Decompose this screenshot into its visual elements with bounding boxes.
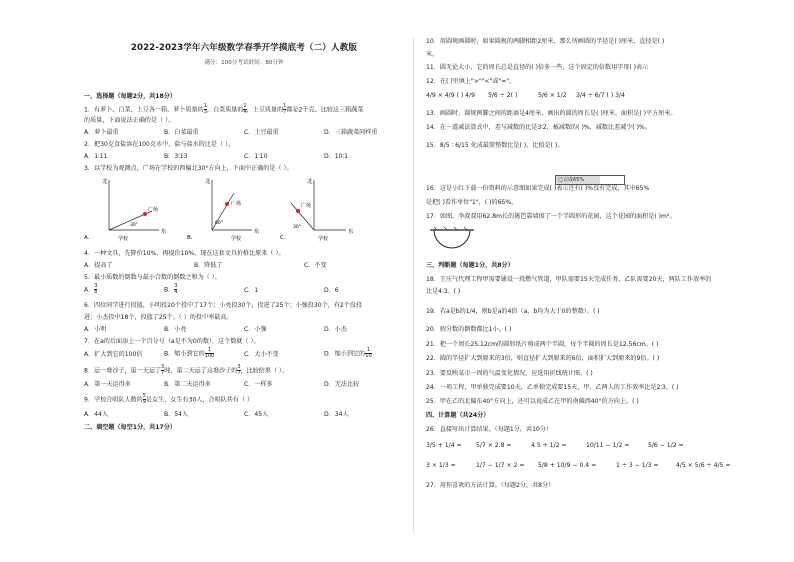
q5-option-a-label: A． [84, 286, 95, 294]
q1-option-b[interactable]: B．白菜最重 [164, 129, 199, 136]
q1-f1-num: 1 [203, 103, 207, 109]
q6-option-a[interactable]: A．小明 [84, 326, 107, 333]
q8-option-a[interactable]: A．第一天运得多 [84, 381, 131, 388]
q3a-north-label: 北 [102, 179, 108, 185]
q17-semicircle-figure [428, 226, 478, 250]
q3b-school-label: 学校 [231, 236, 242, 242]
q2-option-c[interactable]: C．1∶10 [244, 153, 268, 160]
q9-option-a[interactable]: A．44人 [84, 411, 109, 418]
q1-text-c: ，土豆质量的 [246, 106, 284, 114]
q8-option-c[interactable]: C．一样多 [244, 381, 273, 388]
q3-option-c[interactable]: C． [280, 235, 290, 241]
q1-text-d: 都是2千克。比较这三箱蔬菜 [286, 106, 364, 114]
q5-option-c[interactable]: C．1 [244, 287, 259, 294]
q10-text: 10．用圆规画圆时，如果圆规的两脚相距2厘米，那么所画圆的半径是( )厘米，直径是( ) [426, 38, 665, 45]
q4-option-a[interactable]: A．提高了 [84, 262, 113, 269]
q12-item-3: 5/6 × 1/2 [538, 92, 567, 99]
q5-text: 5．最小质数的倒数与最小合数的倒数之和为（ ）。 [84, 274, 221, 281]
q3c-plaza-dot [296, 209, 300, 213]
q7d-den: 10 [365, 353, 372, 359]
q18-text: 18．王庄气代理工程甲需要铺设一段燃气管道，甲队需要15天完成任务，乙队需要20天，两队工作效率的 [426, 276, 712, 283]
calc-row1-item2: 5/7 × 2.8 = [476, 442, 512, 449]
q16-text: 16．这是小红下载一份资料的示意图如果完成( )表示还有( )%没有完成，其中65% [426, 185, 650, 192]
q15-text: 15．8/5 ∶ 6/15 化成最简整数比是( )，比值是( )。 [426, 142, 564, 149]
q5-option-b-label: B． [164, 286, 175, 294]
q1-f2-num: 1 [243, 103, 247, 109]
q6-option-c[interactable]: C．小强 [244, 326, 267, 333]
q3b-north-label: 北 [205, 179, 211, 185]
q5-option-d[interactable]: D．6 [324, 287, 339, 294]
q3a-angle-label: 30° [130, 223, 138, 228]
q8-text [84, 365, 288, 376]
q6-line1: 6．四位同学进行投篮，小明投20个投中了17个；小亮投30个，投进了25个；小强投30个，有2个没投 [84, 302, 363, 309]
q12-item-4: 3/4 ÷ 6/7 ( ) 3/4 [576, 92, 625, 99]
q7-option-d-label: D．缩小到它的 [324, 350, 366, 358]
q1-f3-den: 7 [283, 109, 287, 115]
q7b-den: 100 [204, 353, 215, 359]
q7-option-b-label: B．缩小到它的 [164, 350, 205, 358]
q1-text-b: ，白菜质量的 [206, 106, 244, 114]
q3-text: 3．以学校为观测点，广场在学校的西偏北30°方向上，下面中正确的是（ ）。 [84, 165, 293, 172]
calc-row2-item2: 1/7 − 1/7 × 2 = [476, 462, 525, 469]
q25-text: 25．甲在乙的北偏东40°方向上，还可以说成乙在甲的南偏西40°的方向上。( ) [426, 398, 639, 405]
q2-option-b[interactable]: B．3∶13 [164, 153, 188, 160]
q24-text: 24．一项工程，甲单独完成要10天，乙单独完成要15天，甲、乙两人的工作效率比是2∶3。( ) [426, 384, 679, 391]
q8-text-b: 吨，第二天运了这堆沙子的 [164, 367, 238, 375]
q23-text: 23．要反映某市一周的气温变化情况，应选用折线统计图。( ) [426, 370, 593, 377]
q3c-east-label: 东 [348, 229, 354, 235]
q2-text: 2．把30克食盐溶在100克水中，盐与盐水的比是（ ）。 [84, 141, 235, 148]
q4-text: 4．一种文具，先降价10%，再提价10%，现在这套文具价格比原来（ ）。 [84, 250, 285, 257]
q9-f1-num: 5 [142, 393, 146, 399]
q3a-plaza-label: 广场 [148, 207, 159, 213]
q9-text-a: 9．学校合唱队人数的 [84, 396, 143, 404]
q7-option-d[interactable] [324, 348, 372, 359]
q3-diagram-b[interactable] [187, 177, 260, 242]
q9-text [84, 394, 253, 405]
q27-text: 27．用你喜欢的方法计算。（每题2分，共8分） [426, 482, 555, 489]
q16-text-b: 是把( )看作单位"1"，( )的65%。 [426, 199, 518, 206]
q1-f2-den: 4 [243, 109, 247, 115]
q7d-num: 1 [366, 347, 371, 353]
q11-text: 11．圆无论大小，它的周长总是直径的( )倍多一些，这个固定的倍数用字母( )表示 [426, 64, 649, 71]
q8-option-d[interactable]: D．无法比较 [324, 381, 360, 388]
q7-option-b[interactable] [164, 348, 214, 359]
q22-text: 22．圆的半径扩大到原来的3倍，则直径扩大到原来的6倍，面积扩大到原来的9倍。( ) [426, 355, 660, 362]
q7-option-b-frac [205, 348, 215, 359]
page-title: 2022-2023学年六年级数学春季开学摸底考（二）人教版 [130, 43, 358, 53]
q8-f1-den: 7 [161, 370, 165, 376]
q14-text: 14．在一道减法算式中，差与减数的比是3∶2，被减数的( )%，减数比差减少( )%。 [426, 124, 651, 131]
q17-fence-arc [434, 230, 470, 248]
q7-option-a[interactable]: A．扩大到它的100倍 [84, 351, 143, 358]
q4-option-b[interactable]: B．降低了 [194, 262, 223, 269]
section2-title: 二、填空题（每空1分，共17分） [84, 424, 176, 431]
q3c-north-label: 北 [307, 179, 313, 185]
q20-text: 20．假分数的倒数都比1小。( ) [426, 326, 512, 333]
q8-f1-num: 3 [161, 364, 165, 370]
q12-item-2: 5/6 ÷ 2( ) [488, 92, 518, 99]
q5-option-a[interactable] [84, 284, 97, 295]
q10-text-b: 米。 [426, 51, 439, 58]
q8-text-c: ，比较结果（ ）。 [240, 367, 289, 375]
q7b-num: 1 [207, 347, 212, 353]
q3b-plaza-label: 广场 [231, 201, 242, 207]
page-subtitle: 满分：100分考试时间：80分钟 [204, 60, 284, 66]
section4-title: 四、计算题（共24分） [426, 412, 490, 419]
q6-line2: 进；小杰投中18个，投篮了25个。（ ）的投中率最高。 [84, 314, 233, 321]
q1-text-a: 1．有萝卜、白菜、土豆各一箱，萝卜质量的 [84, 106, 204, 114]
q12-text: 12．在( )里填上">""<"或"="。 [426, 78, 516, 85]
q9-option-b[interactable]: B．54人 [164, 411, 189, 418]
section1-title: 一、选择题（每题2分，共18分） [84, 93, 176, 100]
q1-option-a[interactable]: A．萝卜最重 [84, 129, 119, 136]
calc-row2-item5: 4/5 × 5/6 ÷ 4/5 = [676, 462, 731, 469]
q9-f1-den: 9 [142, 399, 146, 405]
q1-f3-num: 1 [283, 103, 287, 109]
q4-option-c[interactable]: C．不变 [304, 262, 327, 269]
calc-row1-item3: 4.5 + 1/2 = [531, 442, 567, 449]
q7-text: 7．在a的后面添上一个百分号（a是不为0的数），这个数就（ ）。 [84, 338, 260, 345]
q5a-den: 8 [94, 289, 98, 295]
q3c-plaza-label: 广场 [301, 203, 312, 209]
q3a-school-label: 学校 [118, 236, 129, 242]
calc-row1-item4: 10/11 − 1/2 = [586, 442, 630, 449]
q8-f2-den: 7 [237, 370, 241, 376]
q8-option-b[interactable]: B．第二天运得多 [164, 381, 211, 388]
q13-text: 13．画圆时，圆规两脚之间的距离是4厘米，画出的圆的周长是( )厘米，面积是( )平方厘米。 [426, 110, 677, 117]
q3-diagram-c[interactable] [280, 177, 354, 242]
q6-option-d[interactable]: D．小杰 [324, 326, 347, 333]
q21-text: 21．把一个周长25.12cm的圆形纸片剪成两个半圆，每个半圆的周长是12.56cm。( ) [426, 341, 659, 348]
calc-row2-item1: 3 × 1/3 = [426, 462, 456, 469]
q9-option-d[interactable]: D．34人 [324, 411, 349, 418]
q5a-num: 3 [94, 283, 98, 289]
q3c-angle-label: 30° [293, 225, 301, 230]
calc-row1-item5: 5/6 − 1/2 = [648, 442, 684, 449]
q6-option-b[interactable]: B．小亮 [164, 326, 187, 333]
q7-option-d-frac [365, 348, 371, 359]
q3-option-a[interactable]: A． [84, 235, 94, 241]
q3-diagrams [84, 175, 404, 243]
column-divider [413, 38, 414, 533]
q5-option-a-frac [94, 284, 97, 295]
q1-option-d[interactable]: D．三箱蔬菜同样重 [324, 129, 378, 136]
q1-option-c[interactable]: C．土豆最重 [244, 129, 279, 136]
q16-progress-box [555, 175, 625, 185]
q1-text [84, 104, 363, 115]
q19-text: 19．若a是b的1/4，则b是a的4倍（a、b均为大于0的整数）。( ) [426, 308, 600, 315]
q12-item-1: 4/9 × 4/9 ( ) 4/9 [426, 92, 475, 99]
q9-text-b: 是女生，女生有30人，合唱队共有（ ） [145, 396, 254, 404]
q9-option-c[interactable]: C．45人 [244, 411, 269, 418]
q3-option-b[interactable]: B． [187, 235, 197, 241]
q3b-plaza-dot [225, 202, 229, 206]
q3c-school-label: 学校 [318, 236, 329, 242]
q3b-east-label: 东 [254, 229, 260, 235]
q17-text: 17．如图，李叔叔用62.8m长的篱笆靠墙围了一个半圆形的花园，这个花园的面积是( )m²。 [426, 213, 676, 220]
calc-row2-item3: 5/8 + 10/9 − 0.4 = [538, 462, 597, 469]
q1-line2: 的质量，下面说法正确的是（ ）。 [84, 117, 175, 124]
q5b-den: 4 [174, 289, 178, 295]
q7-option-c[interactable]: C．大小不变 [244, 351, 279, 358]
q5-option-b-frac [174, 284, 177, 295]
q18-text-b: 比是4∶3。( ) [426, 288, 461, 295]
q5b-num: 3 [174, 283, 178, 289]
q5-option-b[interactable] [164, 284, 177, 295]
q2-option-d[interactable]: D．10∶1 [324, 153, 349, 160]
q2-option-a[interactable]: A．1∶11 [84, 153, 108, 160]
calc-row1-item1: 3/5 + 1/4 = [426, 442, 462, 449]
q1-f1-den: 3 [203, 109, 207, 115]
q3b-angle-label: 60° [215, 221, 223, 226]
q3a-plaza-dot [143, 212, 147, 216]
calc-row2-item4: 1 ÷ 3 − 1/3 = [616, 462, 659, 469]
q8-f2-num: 3 [237, 364, 241, 370]
section3-title: 三、判断题（每题1分，共8分） [426, 262, 514, 269]
q3-diagram-a[interactable] [84, 177, 167, 242]
q3a-east-label: 东 [161, 229, 167, 235]
q26-text: 26．直接写出计算结果。（每题1分，共10分） [426, 426, 553, 433]
q8-text-a: 8．运一堆沙子，第一天运了 [84, 367, 162, 375]
q16-progress-label: 已完成65% [558, 177, 585, 183]
